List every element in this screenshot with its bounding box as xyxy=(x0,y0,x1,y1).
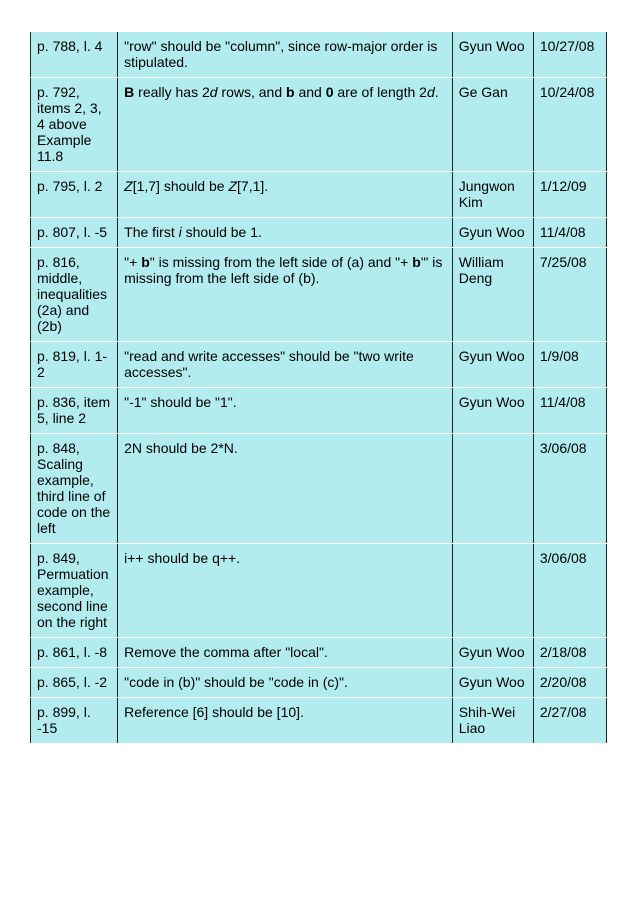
errata-row xyxy=(31,172,607,218)
errata-description: "code in (b)" should be "code in (c)". xyxy=(118,668,453,698)
errata-description: Z[1,7] should be Z[7,1]. xyxy=(118,172,453,218)
errata-description: "-1" should be "1". xyxy=(118,388,453,434)
errata-reporter xyxy=(452,434,533,544)
errata-date: 2/18/08 xyxy=(533,638,606,668)
errata-description: 2N should be 2*N. xyxy=(118,434,453,544)
errata-date: 7/25/08 xyxy=(533,248,606,342)
errata-row xyxy=(31,544,607,638)
errata-row xyxy=(31,32,607,78)
errata-page-location: p. 899, l. -15 xyxy=(31,698,118,744)
errata-page-location: p. 792, items 2, 3, 4 above Example 11.8 xyxy=(31,78,118,172)
errata-description: "row" should be "column", since row-major order is stipulated. xyxy=(118,32,453,78)
errata-reporter: Gyun Woo xyxy=(452,388,533,434)
errata-page-location: p. 861, l. -8 xyxy=(31,638,118,668)
errata-page-location: p. 819, l. 1-2 xyxy=(31,342,118,388)
errata-table xyxy=(30,32,607,743)
errata-table-container xyxy=(30,32,607,743)
errata-page-location: p. 807, l. -5 xyxy=(31,218,118,248)
errata-date: 2/27/08 xyxy=(533,698,606,744)
errata-reporter xyxy=(452,544,533,638)
errata-row xyxy=(31,248,607,342)
errata-page-location: p. 788, l. 4 xyxy=(31,32,118,78)
errata-reporter: Jungwon Kim xyxy=(452,172,533,218)
errata-row xyxy=(31,668,607,698)
errata-row xyxy=(31,218,607,248)
errata-description: B really has 2d rows, and b and 0 are of length 2d. xyxy=(118,78,453,172)
errata-row xyxy=(31,342,607,388)
errata-reporter: Gyun Woo xyxy=(452,668,533,698)
errata-date: 2/20/08 xyxy=(533,668,606,698)
errata-date: 10/27/08 xyxy=(533,32,606,78)
errata-reporter: Gyun Woo xyxy=(452,218,533,248)
errata-date: 1/12/09 xyxy=(533,172,606,218)
errata-reporter: Gyun Woo xyxy=(452,342,533,388)
errata-reporter: Gyun Woo xyxy=(452,638,533,668)
errata-row xyxy=(31,78,607,172)
errata-reporter: Ge Gan xyxy=(452,78,533,172)
errata-date: 1/9/08 xyxy=(533,342,606,388)
errata-row xyxy=(31,638,607,668)
errata-page-location: p. 848, Scaling example, third line of code on the left xyxy=(31,434,118,544)
errata-date: 11/4/08 xyxy=(533,388,606,434)
errata-page-location: p. 865, l. -2 xyxy=(31,668,118,698)
errata-description: Remove the comma after "local". xyxy=(118,638,453,668)
errata-description: The first i should be 1. xyxy=(118,218,453,248)
errata-description: i++ should be q++. xyxy=(118,544,453,638)
errata-date: 3/06/08 xyxy=(533,434,606,544)
errata-page-location: p. 816, middle, inequalities (2a) and (2b) xyxy=(31,248,118,342)
errata-reporter: William Deng xyxy=(452,248,533,342)
errata-page-location: p. 836, item 5, line 2 xyxy=(31,388,118,434)
errata-description: "read and write accesses" should be "two write accesses". xyxy=(118,342,453,388)
errata-row xyxy=(31,388,607,434)
errata-date: 11/4/08 xyxy=(533,218,606,248)
errata-table-body xyxy=(31,32,607,743)
errata-description: "+ b" is missing from the left side of (a) and "+ b'" is missing from the left side of (b). xyxy=(118,248,453,342)
errata-row xyxy=(31,434,607,544)
errata-row xyxy=(31,698,607,744)
errata-reporter: Shih-Wei Liao xyxy=(452,698,533,744)
errata-page-location: p. 849, Permuation example, second line on the right xyxy=(31,544,118,638)
errata-date: 3/06/08 xyxy=(533,544,606,638)
errata-reporter: Gyun Woo xyxy=(452,32,533,78)
errata-description: Reference [6] should be [10]. xyxy=(118,698,453,744)
errata-date: 10/24/08 xyxy=(533,78,606,172)
errata-page-location: p. 795, l. 2 xyxy=(31,172,118,218)
